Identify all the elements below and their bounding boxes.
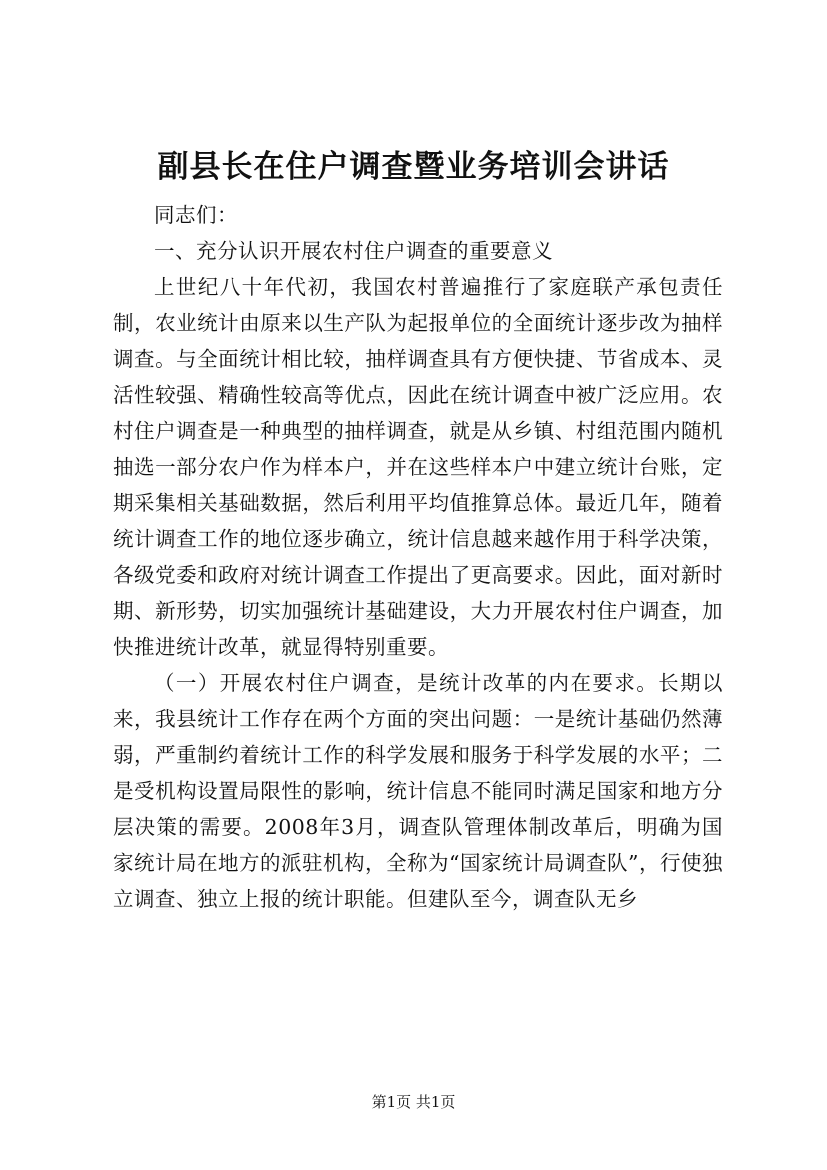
section-heading: 一、充分认识开展农村住户调查的重要意义 <box>154 239 553 263</box>
document-body <box>113 197 723 917</box>
page-footer: 第1页 共1页 <box>371 1093 456 1111</box>
body-paragraph: （一）开展农村住户调查，是统计改革的内在要求。长期以来，我县统计工作存在两个方面的突出问题：一是统计基础仍然薄弱，严重制约着统计工作的科学发展和服务于科学发展的水平；二是受机构设置局限性的影响，统计信息不能同时满足国家和地方分层决策的需要。2008年3月，调查队管理体制改革后，明确为国家统计局在地方的派驻机构，全称为“国家统计局调查队”，行使独立调查、独立上报的统计职能。但建队至今，调查队无乡 <box>113 671 723 911</box>
body-paragraph: 上世纪八十年代初，我国农村普遍推行了家庭联产承包责任制，农业统计由原来以生产队为起报单位的全面统计逐步改为抽样调查。与全面统计相比较，抽样调查具有方便快捷、节省成本、灵活性较强、精确性较高等优点，因此在统计调查中被广泛应用。农村住户调查是一种典型的抽样调查，就是从乡镇、村组范围内随机抽选一部分农户作为样本户，并在这些样本户中建立统计台账，定期采集相关基础数据，然后利用平均值推算总体。最近几年，随着统计调查工作的地位逐步确立，统计信息越来越作用于科学决策，各级党委和政府对统计调查工作提出了更高要求。因此，面对新时期、新形势，切实加强统计基础建设，大力开展农村住户调查，加快推进统计改革，就显得特别重要。 <box>113 275 723 659</box>
document-title: 副县长在住户调查暨业务培训会讲话 <box>157 149 670 185</box>
salutation-paragraph: 同志们： <box>154 203 238 227</box>
